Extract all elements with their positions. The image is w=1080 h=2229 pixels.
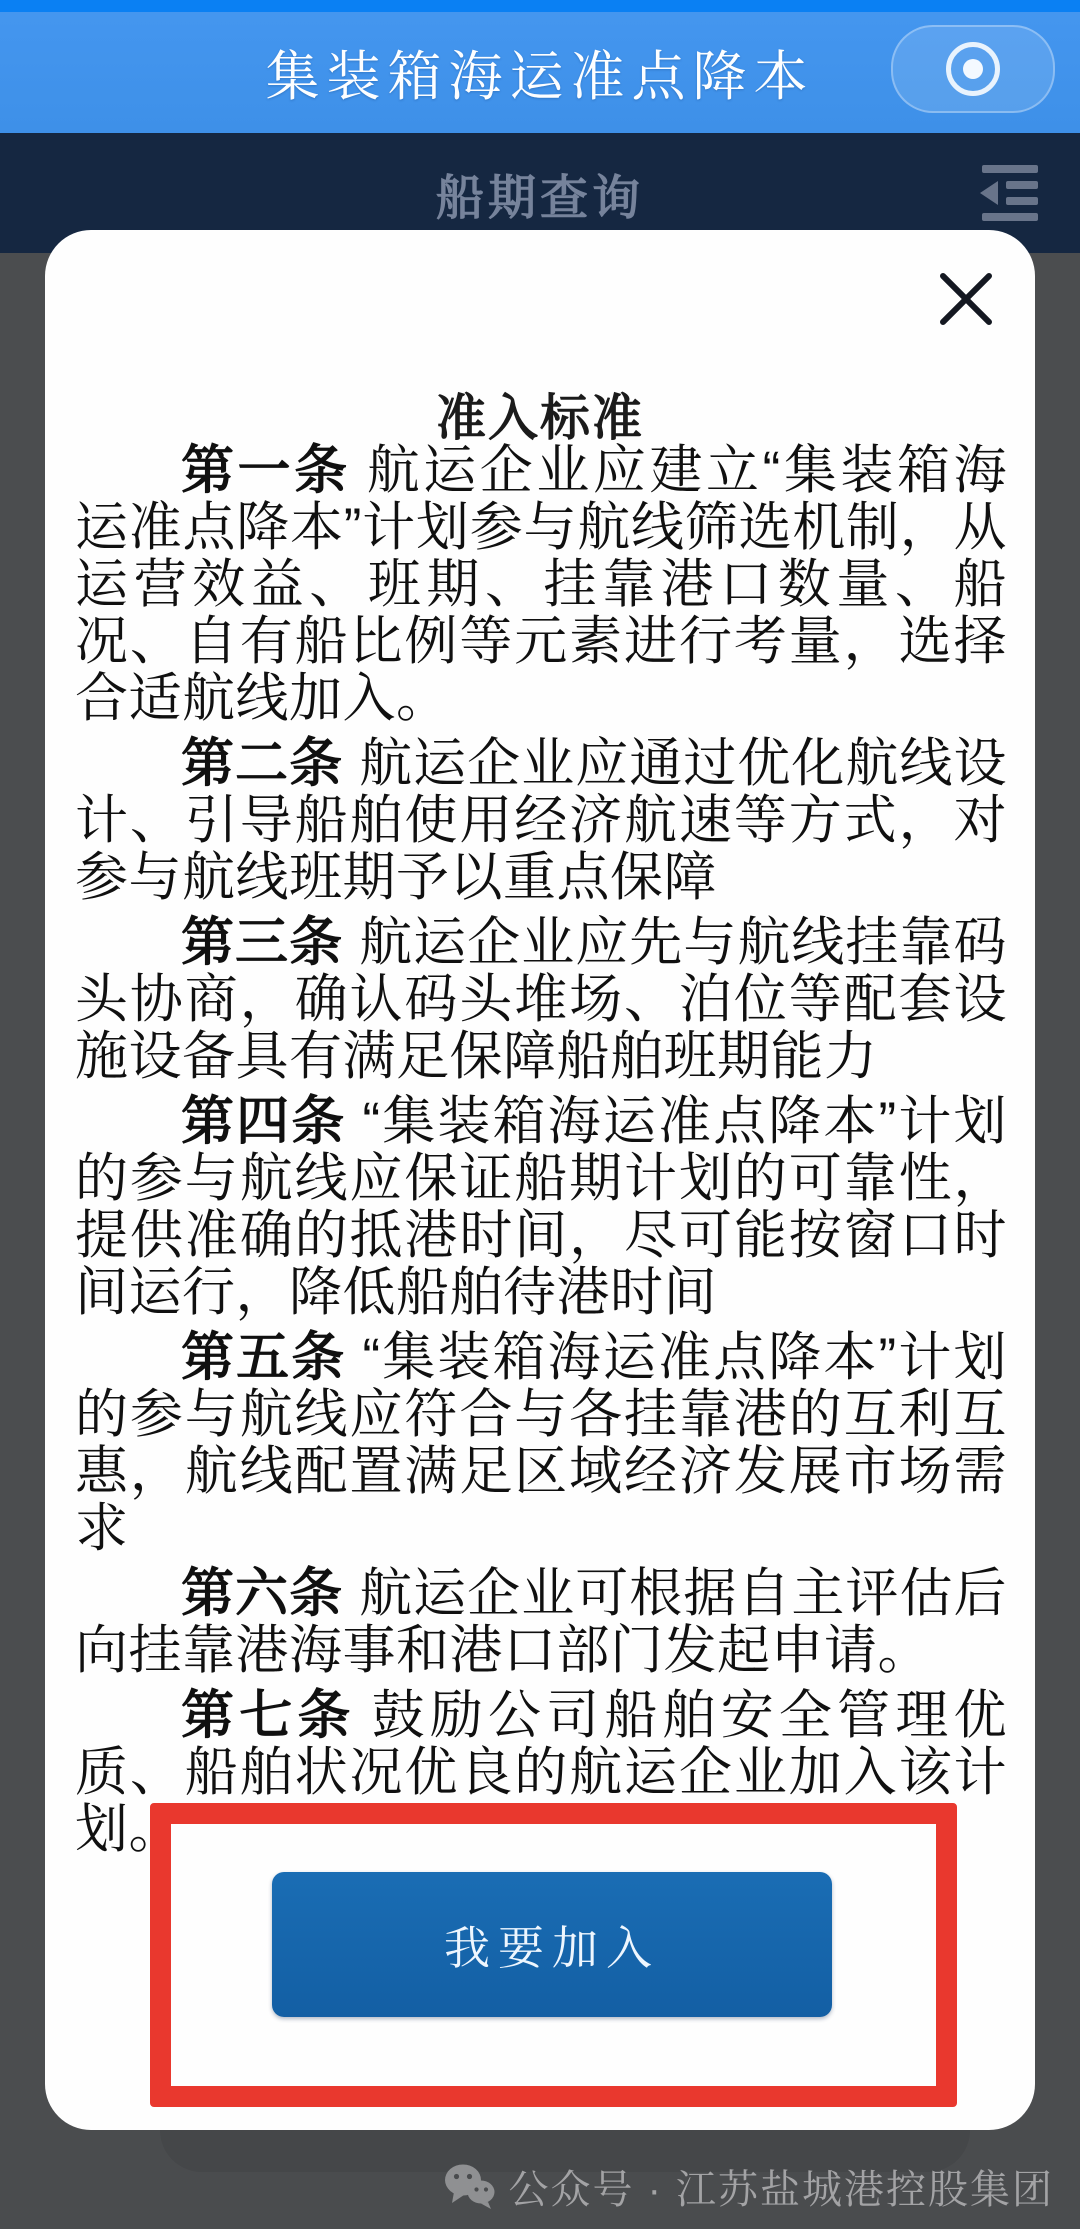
miniprogram-capsule-button[interactable]: [891, 25, 1055, 113]
app-header: [0, 12, 1080, 133]
outdent-menu-icon[interactable]: [976, 163, 1042, 223]
clause-6: [75, 1565, 1007, 1679]
clause-3-text: 航运企业应先与航线挂靠码头协商，确认码头堆场、泊位等配套设施设备具有满足保障船舶班期能力: [75, 913, 1008, 1086]
close-button[interactable]: [937, 270, 995, 328]
watermark-text: 公众号 · 江苏盐城港控股集团: [508, 2167, 1054, 2212]
watermark: [444, 2156, 1054, 2216]
clause-6-label: 第六条: [181, 1564, 344, 1623]
clause-2-text: 航运企业应通过优化航线设计、引导船舶使用经济航速等方式，对参与航线班期予以重点保障: [75, 734, 1008, 907]
page-title: 船期查询: [435, 171, 644, 225]
clause-3: [75, 914, 1007, 1085]
clause-5: [75, 1329, 1007, 1557]
modal-title: 准入标准: [436, 390, 644, 446]
status-bar: [0, 0, 1080, 12]
clause-7: [75, 1687, 1007, 1858]
app-title: 集装箱海运准点降本: [265, 45, 815, 108]
close-icon: [937, 270, 995, 328]
clause-3-label: 第三条: [181, 913, 344, 972]
clause-4-label: 第四条: [181, 1092, 347, 1151]
clause-7-label: 第七条: [181, 1686, 356, 1745]
clause-4: [75, 1093, 1007, 1321]
access-standard-modal: [45, 230, 1035, 2130]
clause-6-text: 航运企业可根据自主评估后向挂靠港海事和港口部门发起申请。: [75, 1564, 1008, 1680]
clause-7-text: 鼓励公司船舶安全管理优质、船舶状况优良的航运企业加入该计划。: [75, 1686, 1008, 1859]
clause-2: [75, 735, 1007, 906]
clause-1-text: 航运企业应建立“集装箱海运准点降本”计划参与航线筛选机制，从运营效益、班期、挂靠港口数量、船况、自有船比例等元素进行考量，选择合适航线加入。: [75, 441, 1007, 728]
clause-1-label: 第一条: [181, 441, 351, 500]
clause-list: [75, 442, 1007, 1866]
join-button[interactable]: 我要加入: [272, 1872, 832, 2017]
clause-5-text: “集装箱海运准点降本”计划的参与航线应符合与各挂靠港的互利互惠，航线配置满足区域经济发展市场需求: [75, 1328, 1007, 1558]
record-dot-icon: [946, 42, 1000, 96]
clause-1: [75, 442, 1007, 727]
clause-5-label: 第五条: [181, 1328, 347, 1387]
clause-2-label: 第二条: [181, 734, 344, 793]
clause-4-text: “集装箱海运准点降本”计划的参与航线应保证船期计划的可靠性，提供准确的抵港时间，尽可能按窗口时间运行，降低船舶待港时间: [75, 1092, 1007, 1322]
wechat-icon: [444, 2163, 496, 2209]
